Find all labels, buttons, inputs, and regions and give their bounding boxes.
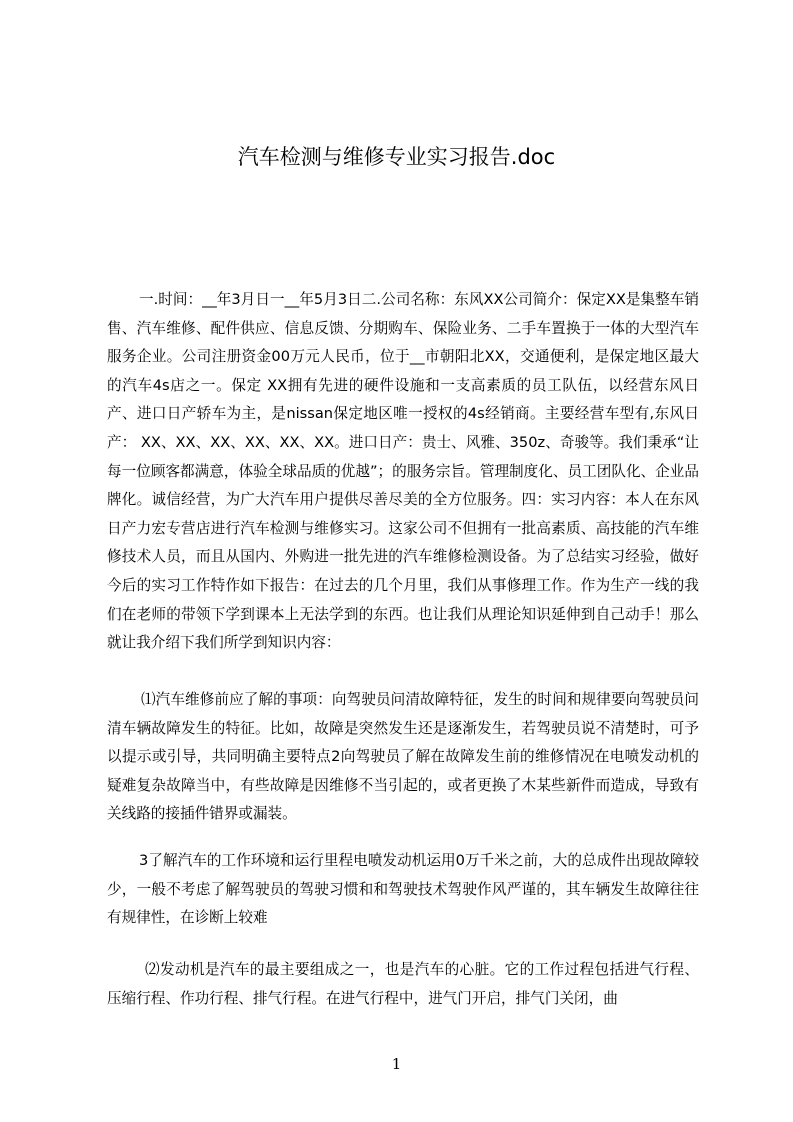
paragraph-repair-notes: ⑴汽车维修前应了解的事项：向驾驶员问清故障特征，发生的时间和规律要向驾驶员问清车辆故障发生的特征。比如，故障是突然发生还是逐渐发生，若驾驶员说不清楚时，可予以提示或引导，共同明确主要特点2向驾驶员了解在故障发生前的维修情况在电喷发动机的疑难复杂故障当中，有些故障是因维修不当引起的，或者更换了木某些新件而造成，导致有关线路的接插件错界或漏装。 (107, 691, 699, 823)
document-title: 汽车检测与维修专业实习报告.doc (237, 145, 556, 169)
paragraph-intro: 一.时间：__年3月日一__年5月3日二.公司名称：东风XX公司简介：保定XX是集整车销售、汽车维修、配件供应、信息反馈、分期购车、保险业务、二手车置换于一体的大型汽车服务企业。公司注册资金00万元人民币，位于__市朝阳北XX，交通便利，是保定地区最大的汽车4s店之一。保定 XX拥有先进的硬件设施和一支高素质的员工队伍，以经营东风日产、进口日产轿车为主，是nissan保定地区唯一授权的4s经销商。主要经营车型有,东风日产： XX、XX、XX、XX、XX、XX。进口日产：贵士、风雅、350z、奇骏等。我们秉承“让每一位顾客都满意，体验全球品质的优越”；的服务宗旨。管理制度化、员工团队化、企业品牌化。诚信经营，为广大汽车用户提供尽善尽美的全方位服务。四：实习内容：本人在东风日产力宏专营店进行汽车检测与维修实习。这家公司不但拥有一批高素质、高技能的汽车维修技术人员，而且从国内、外购进一批先进的汽车维修检测设备。为了总结实习经验，做好今后的实习工作特作如下报告：在过去的几个月里，我们从事修理工作。作为生产一线的我们在老师的带领下学到课本上无法学到的东西。也让我们从理论知识延伸到自己动手！那么就让我介绍下我们所学到知识内容： (107, 291, 699, 652)
paragraph-environment: 3了解汽车的工作环境和运行里程电喷发动机运用0万千米之前，大的总成件出现故障较少，一般不考虑了解驾驶员的驾驶习惯和和驾驶技术驾驶作风严谨的，其车辆发生故障往往有规律性，在诊断上较难 (107, 852, 699, 927)
page-number: 1 (391, 1055, 402, 1073)
paragraph-engine: ⑵发动机是汽车的最主要组成之一，也是汽车的心脏。它的工作过程包括进气行程、压缩行程、作功行程、排气行程。在进气行程中，进气门开启，排气门关闭，曲 (107, 961, 699, 1007)
